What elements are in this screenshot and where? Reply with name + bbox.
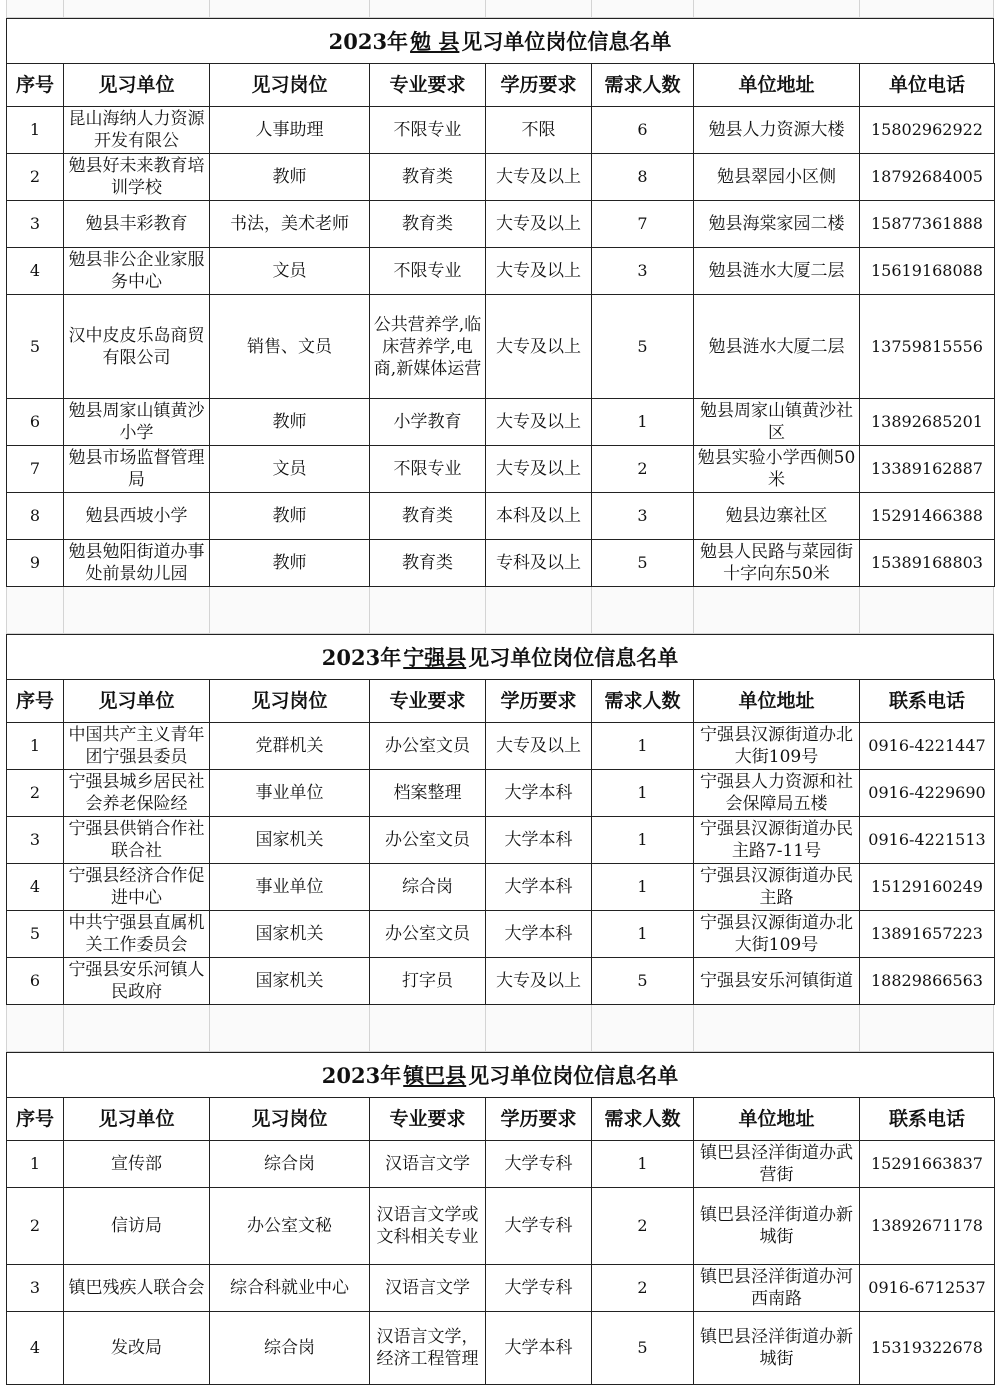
- education-cell: 大专及以上: [486, 295, 592, 399]
- address-cell: 宁强县安乐河镇街道: [694, 958, 860, 1005]
- phone-cell: 15389168803: [860, 540, 995, 587]
- header-cell: 见习单位: [64, 1098, 210, 1141]
- unit-cell: 镇巴残疾人联合会: [64, 1265, 210, 1312]
- major-cell: 教育类: [370, 493, 486, 540]
- header-row: [7, 64, 995, 107]
- header-cell: 专业要求: [370, 64, 486, 107]
- index-cell: 5: [7, 911, 64, 958]
- education-cell: 大学本科: [486, 817, 592, 864]
- address-cell: 宁强县汉源街道办民主路: [694, 864, 860, 911]
- major-cell: 办公室文员: [370, 723, 486, 770]
- count-cell: 6: [592, 107, 694, 154]
- index-cell: 1: [7, 107, 64, 154]
- header-cell: 见习岗位: [210, 64, 370, 107]
- phone-cell: 13892685201: [860, 399, 995, 446]
- table-row: [7, 107, 995, 154]
- position-cell: 教师: [210, 540, 370, 587]
- header-row: [7, 1098, 995, 1141]
- major-cell: 不限专业: [370, 107, 486, 154]
- unit-cell: 勉县好未来教育培训学校: [64, 154, 210, 201]
- header-cell: 联系电话: [860, 1098, 995, 1141]
- major-cell: 汉语言文学或文科相关专业: [370, 1188, 486, 1265]
- spreadsheet: [6, 0, 994, 1385]
- address-cell: 宁强县人力资源和社会保障局五楼: [694, 770, 860, 817]
- count-cell: 8: [592, 154, 694, 201]
- address-cell: 宁强县汉源街道办北大街109号: [694, 911, 860, 958]
- empty-grid-row: [6, 0, 994, 18]
- education-cell: 大学本科: [486, 770, 592, 817]
- header-cell: 序号: [7, 1098, 64, 1141]
- unit-cell: 勉县非公企业家服务中心: [64, 248, 210, 295]
- unit-cell: 勉县勉阳街道办事处前景幼儿园: [64, 540, 210, 587]
- address-cell: 勉县实验小学西侧50米: [694, 446, 860, 493]
- title-suffix: 见习单位岗位信息名单: [468, 1063, 679, 1088]
- major-cell: 汉语言文学: [370, 1141, 486, 1188]
- position-cell: 书法，美术老师: [210, 201, 370, 248]
- index-cell: 3: [7, 1265, 64, 1312]
- major-cell: 教育类: [370, 154, 486, 201]
- table-title: [6, 634, 994, 679]
- position-cell: 教师: [210, 154, 370, 201]
- address-cell: 镇巴县泾洋街道办武营街: [694, 1141, 860, 1188]
- education-cell: 大专及以上: [486, 154, 592, 201]
- index-cell: 1: [7, 1141, 64, 1188]
- table-row: [7, 817, 995, 864]
- unit-cell: 中共宁强县直属机关工作委员会: [64, 911, 210, 958]
- table-row: [7, 248, 995, 295]
- position-cell: 销售、文员: [210, 295, 370, 399]
- header-cell: 需求人数: [592, 64, 694, 107]
- title-county: 宁强县: [403, 645, 467, 670]
- position-cell: 人事助理: [210, 107, 370, 154]
- phone-cell: 0916-4229690: [860, 770, 995, 817]
- position-cell: 国家机关: [210, 911, 370, 958]
- header-cell: 序号: [7, 64, 64, 107]
- table-body: [7, 723, 995, 1005]
- table-row: [7, 911, 995, 958]
- major-cell: 公共营养学,临床营养学,电商,新媒体运营: [370, 295, 486, 399]
- education-cell: 大学专科: [486, 1265, 592, 1312]
- unit-cell: 勉县丰彩教育: [64, 201, 210, 248]
- address-cell: 勉县涟水大厦二层: [694, 248, 860, 295]
- table-row: [7, 295, 995, 399]
- index-cell: 8: [7, 493, 64, 540]
- major-cell: 教育类: [370, 201, 486, 248]
- education-cell: 大专及以上: [486, 248, 592, 295]
- position-cell: 教师: [210, 399, 370, 446]
- count-cell: 3: [592, 493, 694, 540]
- address-cell: 勉县人民路与菜园街十字向东50米: [694, 540, 860, 587]
- index-cell: 6: [7, 958, 64, 1005]
- phone-cell: 15877361888: [860, 201, 995, 248]
- header-cell: 单位地址: [694, 64, 860, 107]
- major-cell: 不限专业: [370, 248, 486, 295]
- table-row: [7, 154, 995, 201]
- position-cell: 综合科就业中心: [210, 1265, 370, 1312]
- address-cell: 镇巴县泾洋街道办新城街: [694, 1312, 860, 1385]
- internship-table-mianxian: [6, 63, 995, 587]
- education-cell: 大学本科: [486, 864, 592, 911]
- title-year: 2023年: [328, 29, 409, 54]
- position-cell: 事业单位: [210, 770, 370, 817]
- address-cell: 宁强县汉源街道办北大街109号: [694, 723, 860, 770]
- table-row: [7, 1265, 995, 1312]
- table-row: [7, 770, 995, 817]
- header-cell: 学历要求: [486, 680, 592, 723]
- count-cell: 2: [592, 446, 694, 493]
- count-cell: 2: [592, 1265, 694, 1312]
- phone-cell: 13892671178: [860, 1188, 995, 1265]
- table-title: [6, 18, 994, 63]
- major-cell: 综合岗: [370, 864, 486, 911]
- index-cell: 7: [7, 446, 64, 493]
- phone-cell: 0916-4221447: [860, 723, 995, 770]
- address-cell: 勉县边寨社区: [694, 493, 860, 540]
- position-cell: 教师: [210, 493, 370, 540]
- index-cell: 3: [7, 817, 64, 864]
- index-cell: 2: [7, 770, 64, 817]
- table-row: [7, 399, 995, 446]
- major-cell: 打字员: [370, 958, 486, 1005]
- table-row: [7, 201, 995, 248]
- table-row: [7, 1188, 995, 1265]
- phone-cell: 15619168088: [860, 248, 995, 295]
- major-cell: 汉语言文学，经济工程管理: [370, 1312, 486, 1385]
- major-cell: 办公室文员: [370, 817, 486, 864]
- phone-cell: 13759815556: [860, 295, 995, 399]
- phone-cell: 15319322678: [860, 1312, 995, 1385]
- table-row: [7, 446, 995, 493]
- table-row: [7, 1312, 995, 1385]
- unit-cell: 勉县周家山镇黄沙小学: [64, 399, 210, 446]
- phone-cell: 0916-4221513: [860, 817, 995, 864]
- address-cell: 勉县涟水大厦二层: [694, 295, 860, 399]
- education-cell: 大专及以上: [486, 958, 592, 1005]
- phone-cell: 15291466388: [860, 493, 995, 540]
- title-county: 勉 县: [410, 29, 460, 54]
- count-cell: 5: [592, 1312, 694, 1385]
- unit-cell: 宁强县供销合作社联合社: [64, 817, 210, 864]
- header-cell: 专业要求: [370, 1098, 486, 1141]
- header-cell: 单位地址: [694, 1098, 860, 1141]
- major-cell: 教育类: [370, 540, 486, 587]
- education-cell: 不限: [486, 107, 592, 154]
- index-cell: 9: [7, 540, 64, 587]
- unit-cell: 宁强县经济合作促进中心: [64, 864, 210, 911]
- count-cell: 2: [592, 1188, 694, 1265]
- position-cell: 文员: [210, 446, 370, 493]
- education-cell: 大学本科: [486, 1312, 592, 1385]
- education-cell: 大专及以上: [486, 446, 592, 493]
- header-cell: 联系电话: [860, 680, 995, 723]
- position-cell: 事业单位: [210, 864, 370, 911]
- title-suffix: 见习单位岗位信息名单: [461, 29, 672, 54]
- position-cell: 国家机关: [210, 817, 370, 864]
- phone-cell: 0916-6712537: [860, 1265, 995, 1312]
- table-row: [7, 864, 995, 911]
- major-cell: 档案整理: [370, 770, 486, 817]
- phone-cell: 15291663837: [860, 1141, 995, 1188]
- unit-cell: 汉中皮皮乐岛商贸有限公司: [64, 295, 210, 399]
- position-cell: 综合岗: [210, 1141, 370, 1188]
- address-cell: 勉县海棠家园二楼: [694, 201, 860, 248]
- table-row: [7, 493, 995, 540]
- index-cell: 5: [7, 295, 64, 399]
- index-cell: 2: [7, 154, 64, 201]
- index-cell: 4: [7, 864, 64, 911]
- table-row: [7, 958, 995, 1005]
- count-cell: 5: [592, 540, 694, 587]
- index-cell: 2: [7, 1188, 64, 1265]
- unit-cell: 宁强县城乡居民社会养老保险经: [64, 770, 210, 817]
- major-cell: 汉语言文学: [370, 1265, 486, 1312]
- count-cell: 1: [592, 770, 694, 817]
- header-cell: 需求人数: [592, 1098, 694, 1141]
- table-row: [7, 723, 995, 770]
- major-cell: 不限专业: [370, 446, 486, 493]
- internship-table-ningqiang: [6, 679, 995, 1005]
- header-cell: 单位电话: [860, 64, 995, 107]
- unit-cell: 信访局: [64, 1188, 210, 1265]
- phone-cell: 13891657223: [860, 911, 995, 958]
- header-cell: 序号: [7, 680, 64, 723]
- index-cell: 6: [7, 399, 64, 446]
- major-cell: 办公室文员: [370, 911, 486, 958]
- header-row: [7, 680, 995, 723]
- count-cell: 1: [592, 864, 694, 911]
- phone-cell: 13389162887: [860, 446, 995, 493]
- phone-cell: 18792684005: [860, 154, 995, 201]
- empty-grid-row: [6, 587, 994, 634]
- education-cell: 大专及以上: [486, 723, 592, 770]
- title-year: 2023年: [321, 645, 402, 670]
- address-cell: 勉县人力资源大楼: [694, 107, 860, 154]
- internship-table-zhenba: [6, 1097, 995, 1385]
- header-cell: 见习单位: [64, 64, 210, 107]
- header-cell: 需求人数: [592, 680, 694, 723]
- unit-cell: 中国共产主义青年团宁强县委员: [64, 723, 210, 770]
- unit-cell: 宣传部: [64, 1141, 210, 1188]
- header-cell: 见习岗位: [210, 680, 370, 723]
- title-year: 2023年: [321, 1063, 402, 1088]
- address-cell: 宁强县汉源街道办民主路7-11号: [694, 817, 860, 864]
- education-cell: 大专及以上: [486, 201, 592, 248]
- unit-cell: 宁强县安乐河镇人民政府: [64, 958, 210, 1005]
- table-title: [6, 1052, 994, 1097]
- count-cell: 5: [592, 958, 694, 1005]
- education-cell: 大学专科: [486, 1141, 592, 1188]
- count-cell: 5: [592, 295, 694, 399]
- count-cell: 1: [592, 723, 694, 770]
- header-cell: 单位地址: [694, 680, 860, 723]
- index-cell: 4: [7, 248, 64, 295]
- address-cell: 勉县翠园小区侧: [694, 154, 860, 201]
- title-county: 镇巴县: [403, 1063, 467, 1088]
- position-cell: 综合岗: [210, 1312, 370, 1385]
- table-row: [7, 540, 995, 587]
- header-cell: 见习单位: [64, 680, 210, 723]
- position-cell: 办公室文秘: [210, 1188, 370, 1265]
- phone-cell: 15802962922: [860, 107, 995, 154]
- header-cell: 学历要求: [486, 1098, 592, 1141]
- count-cell: 3: [592, 248, 694, 295]
- education-cell: 大专及以上: [486, 399, 592, 446]
- empty-grid-row: [6, 1005, 994, 1052]
- count-cell: 1: [592, 911, 694, 958]
- education-cell: 大学专科: [486, 1188, 592, 1265]
- title-suffix: 见习单位岗位信息名单: [468, 645, 679, 670]
- index-cell: 1: [7, 723, 64, 770]
- major-cell: 小学教育: [370, 399, 486, 446]
- position-cell: 国家机关: [210, 958, 370, 1005]
- education-cell: 专科及以上: [486, 540, 592, 587]
- header-cell: 专业要求: [370, 680, 486, 723]
- count-cell: 1: [592, 817, 694, 864]
- count-cell: 7: [592, 201, 694, 248]
- table-body: [7, 1141, 995, 1385]
- position-cell: 党群机关: [210, 723, 370, 770]
- header-cell: 见习岗位: [210, 1098, 370, 1141]
- unit-cell: 昆山海纳人力资源开发有限公: [64, 107, 210, 154]
- header-cell: 学历要求: [486, 64, 592, 107]
- education-cell: 本科及以上: [486, 493, 592, 540]
- phone-cell: 18829866563: [860, 958, 995, 1005]
- index-cell: 4: [7, 1312, 64, 1385]
- count-cell: 1: [592, 399, 694, 446]
- unit-cell: 勉县西坡小学: [64, 493, 210, 540]
- table-body: [7, 107, 995, 587]
- address-cell: 镇巴县泾洋街道办新城街: [694, 1188, 860, 1265]
- address-cell: 勉县周家山镇黄沙社区: [694, 399, 860, 446]
- education-cell: 大学本科: [486, 911, 592, 958]
- table-row: [7, 1141, 995, 1188]
- address-cell: 镇巴县泾洋街道办河西南路: [694, 1265, 860, 1312]
- index-cell: 3: [7, 201, 64, 248]
- unit-cell: 勉县市场监督管理局: [64, 446, 210, 493]
- unit-cell: 发改局: [64, 1312, 210, 1385]
- phone-cell: 15129160249: [860, 864, 995, 911]
- position-cell: 文员: [210, 248, 370, 295]
- count-cell: 1: [592, 1141, 694, 1188]
